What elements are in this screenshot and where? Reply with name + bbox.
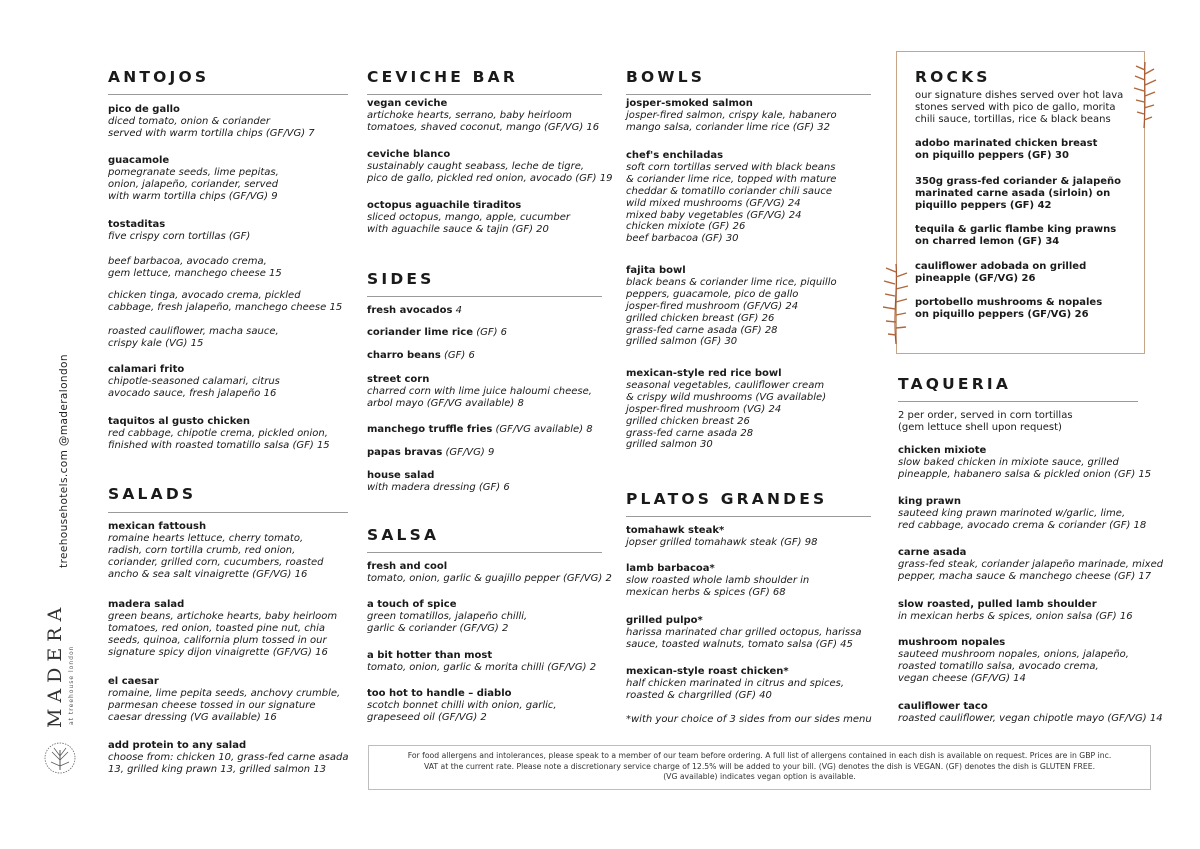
- rocks-title: ROCKS: [915, 68, 991, 86]
- brand-url: treehousehotels.com @maderalondon: [58, 354, 70, 568]
- menu-item: vegan ceviche artichoke hearts, serrano, baby heirloom tomatoes, shaved coconut, mango (GF/VG) 16: [367, 98, 600, 133]
- menu-item: mushroom nopales sauteed mushroom nopales, onions, jalapeño, roasted tomatillo salsa, avocado crema, vegan cheese (GF/VG) 14: [898, 637, 1129, 684]
- tree-logo-icon: [42, 740, 78, 776]
- menu-item: street corn charred corn with lime juice haloumi cheese, arbol mayo (GF/VG available) 8: [367, 374, 592, 409]
- menu-item: ceviche blanco sustainably caught seabass, leche de tigre, pico de gallo, pickled red onion, avocado (GF) 19: [367, 149, 613, 184]
- menu-item: guacamole pomegranate seeds, lime pepitas, onion, jalapeño, coriander, served with warm tortilla chips (GF/VG) 9: [108, 155, 279, 202]
- menu-item: coriander lime rice (GF) 6: [367, 327, 508, 338]
- menu-item: tequila & garlic flambe king prawns on charred lemon (GF) 34: [915, 224, 1117, 247]
- menu-item: a touch of spice green tomatillos, jalapeño chilli, garlic & coriander (GF/VG) 2: [367, 599, 528, 634]
- menu-item: mexican-style roast chicken* half chicken marinated in citrus and spices, roasted & chargrilled (GF) 40: [626, 666, 845, 701]
- sides-rule: [367, 296, 602, 297]
- menu-item: too hot to handle – diablo scotch bonnet chilli with onion, garlic, grapeseed oil (GF/VG) 2: [367, 688, 557, 723]
- menu-item: grilled pulpo* harissa marinated char grilled octopus, harissa sauce, toasted walnuts, tomato salsa (GF) 45: [626, 615, 862, 650]
- allergen-notice: For food allergens and intolerances, please speak to a member of our team before ordering. A full list of allergens contained in each dish is available on request. Prices are in GBP inc. VAT at the current rate. Please note a discretionary service charge of 12.5% will be added to your bill. (VG) denotes the dish is VEGAN. (GF) denotes the dish is GLUTEN FREE. (VG available) indicates vegan option is available.: [407, 751, 1112, 782]
- brand-subtitle: at treehouse london: [68, 645, 75, 725]
- menu-item: cauliflower adobada on grilled pineapple (GF/VG) 26: [915, 261, 1087, 284]
- menu-item: cauliflower taco roasted cauliflower, vegan chipotle mayo (GF/VG) 14: [898, 701, 1163, 724]
- menu-item: mexican-style red rice bowl seasonal vegetables, cauliflower cream & crispy wild mushrooms (VG available) josper-fired mushroom (VG) 24 grilled chicken breast 26 grass-fed carne asada 28 grilled salmon 30: [626, 368, 827, 451]
- menu-item: roasted cauliflower, macha sauce, crispy kale (VG) 15: [108, 326, 279, 349]
- menu-item: chicken mixiote slow baked chicken in mixiote sauce, grilled pineapple, habanero salsa & pickled onion (GF) 15: [898, 445, 1152, 480]
- menu-item: papas bravas (GF/VG) 9: [367, 447, 495, 458]
- menu-item: 350g grass-fed coriander & jalapeño marinated carne asada (sirloin) on piquillo peppers (GF) 42: [915, 176, 1122, 211]
- menu-item: house salad with madera dressing (GF) 6: [367, 470, 510, 493]
- taqueria-rule: [898, 401, 1138, 402]
- menu-item: manchego truffle fries (GF/VG available) 8: [367, 424, 593, 435]
- salsa-rule: [367, 552, 602, 553]
- menu-item: adobo marinated chicken breast on piquillo peppers (GF) 30: [915, 138, 1098, 161]
- branch-decoration-icon: [876, 262, 916, 346]
- menu-item: add protein to any salad choose from: chicken 10, grass-fed carne asada 13, grilled king prawn 13, grilled salmon 13: [108, 740, 349, 775]
- menu-item: fajita bowl black beans & coriander lime rice, piquillo peppers, guacamole, pico de gallo josper-fired mushroom (GF/VG) 24 grilled chicken breast (GF) 26 grass-fed carne asada (GF) 28 grilled salmon (GF) 30: [626, 265, 837, 348]
- ceviche-title: CEVICHE BAR: [367, 68, 519, 86]
- menu-item: chef's enchiladas soft corn tortillas served with black beans & coriander lime rice, topped with mature cheddar & tomatillo coriander chili sauce wild mixed mushrooms (GF/VG) 24 mixed baby vegetables (GF/VG) 24 chicken mixiote (GF) 26 beef barbacoa (GF) 30: [626, 150, 837, 245]
- platos-note: *with your choice of 3 sides from our sides menu: [626, 714, 872, 725]
- menu-item: taquitos al gusto chicken red cabbage, chipotle crema, pickled onion, finished with roasted tomatillo salsa (GF) 15: [108, 416, 330, 451]
- sides-title: SIDES: [367, 270, 435, 288]
- menu-item: a bit hotter than most tomato, onion, garlic & morita chilli (GF/VG) 2: [367, 650, 597, 673]
- taqueria-intro: 2 per order, served in corn tortillas (gem lettuce shell upon request): [898, 410, 1073, 433]
- menu-item: tomahawk steak* jopser grilled tomahawk steak (GF) 98: [626, 525, 818, 548]
- rocks-intro: our signature dishes served over hot lava stones served with pico de gallo, morita chili sauce, tortillas, rice & black beans: [915, 90, 1124, 125]
- ceviche-rule: [367, 94, 602, 95]
- menu-item: lamb barbacoa* slow roasted whole lamb shoulder in mexican herbs & spices (GF) 68: [626, 563, 810, 598]
- bowls-rule: [626, 94, 871, 95]
- menu-item: el caesar romaine, lime pepita seeds, anchovy crumble, parmesan cheese tossed in our signature caesar dressing (VG available) 16: [108, 676, 341, 723]
- menu-item: slow roasted, pulled lamb shoulder in mexican herbs & spices, onion salsa (GF) 16: [898, 599, 1133, 622]
- menu-item: fresh and cool tomato, onion, garlic & guajillo pepper (GF/VG) 2: [367, 561, 612, 584]
- menu-item: charro beans (GF) 6: [367, 350, 475, 361]
- menu-item: carne asada grass-fed steak, coriander jalapeño marinade, mixed pepper, macha sauce & manchego cheese (GF) 17: [898, 547, 1164, 582]
- menu-item: chicken tinga, avocado crema, pickled cabbage, fresh jalapeño, manchego cheese 15: [108, 290, 343, 313]
- antojos-rule: [108, 94, 348, 95]
- menu-item: tostaditas five crispy corn tortillas (GF): [108, 219, 251, 242]
- taqueria-title: TAQUERIA: [898, 375, 1012, 393]
- menu-item: beef barbacoa, avocado crema, gem lettuce, manchego cheese 15: [108, 256, 282, 279]
- menu-item: octopus aguachile tiraditos sliced octopus, mango, apple, cucumber with aguachile sauce & tajin (GF) 20: [367, 200, 571, 235]
- menu-item: madera salad green beans, artichoke hearts, baby heirloom tomatoes, red onion, toasted pine nut, chia seeds, quinoa, california plum tossed in our signature spicy dijon vinaigrette (GF/VG) 16: [108, 599, 338, 658]
- salads-rule: [108, 512, 348, 513]
- menu-item: fresh avocados 4: [367, 305, 462, 316]
- menu-item: josper-smoked salmon josper-fired salmon, crispy kale, habanero mango salsa, coriander lime rice (GF) 32: [626, 98, 837, 133]
- brand-logo-text: MADERA: [44, 601, 66, 728]
- menu-item: portobello mushrooms & nopales on piquillo peppers (GF/VG) 26: [915, 297, 1103, 320]
- bowls-title: BOWLS: [626, 68, 706, 86]
- branch-decoration-icon: [1128, 60, 1162, 130]
- platos-rule: [626, 516, 871, 517]
- menu-item: pico de gallo diced tomato, onion & coriander served with warm tortilla chips (GF/VG) 7: [108, 104, 315, 139]
- menu-item: king prawn sauteed king prawn marinoted w/garlic, lime, red cabbage, avocado crema & coriander (GF) 18: [898, 496, 1147, 531]
- antojos-title: ANTOJOS: [108, 68, 210, 86]
- platos-title: PLATOS GRANDES: [626, 490, 828, 508]
- menu-item: calamari frito chipotle-seasoned calamari, citrus avocado sauce, fresh jalapeño 16: [108, 364, 280, 399]
- salsa-title: SALSA: [367, 526, 440, 544]
- menu-item: mexican fattoush romaine hearts lettuce, cherry tomato, radish, corn tortilla crumb, red onion, coriander, grilled corn, cucumbers, roasted ancho & sea salt vinaigrette (GF/VG) 16: [108, 521, 324, 580]
- salads-title: SALADS: [108, 485, 197, 503]
